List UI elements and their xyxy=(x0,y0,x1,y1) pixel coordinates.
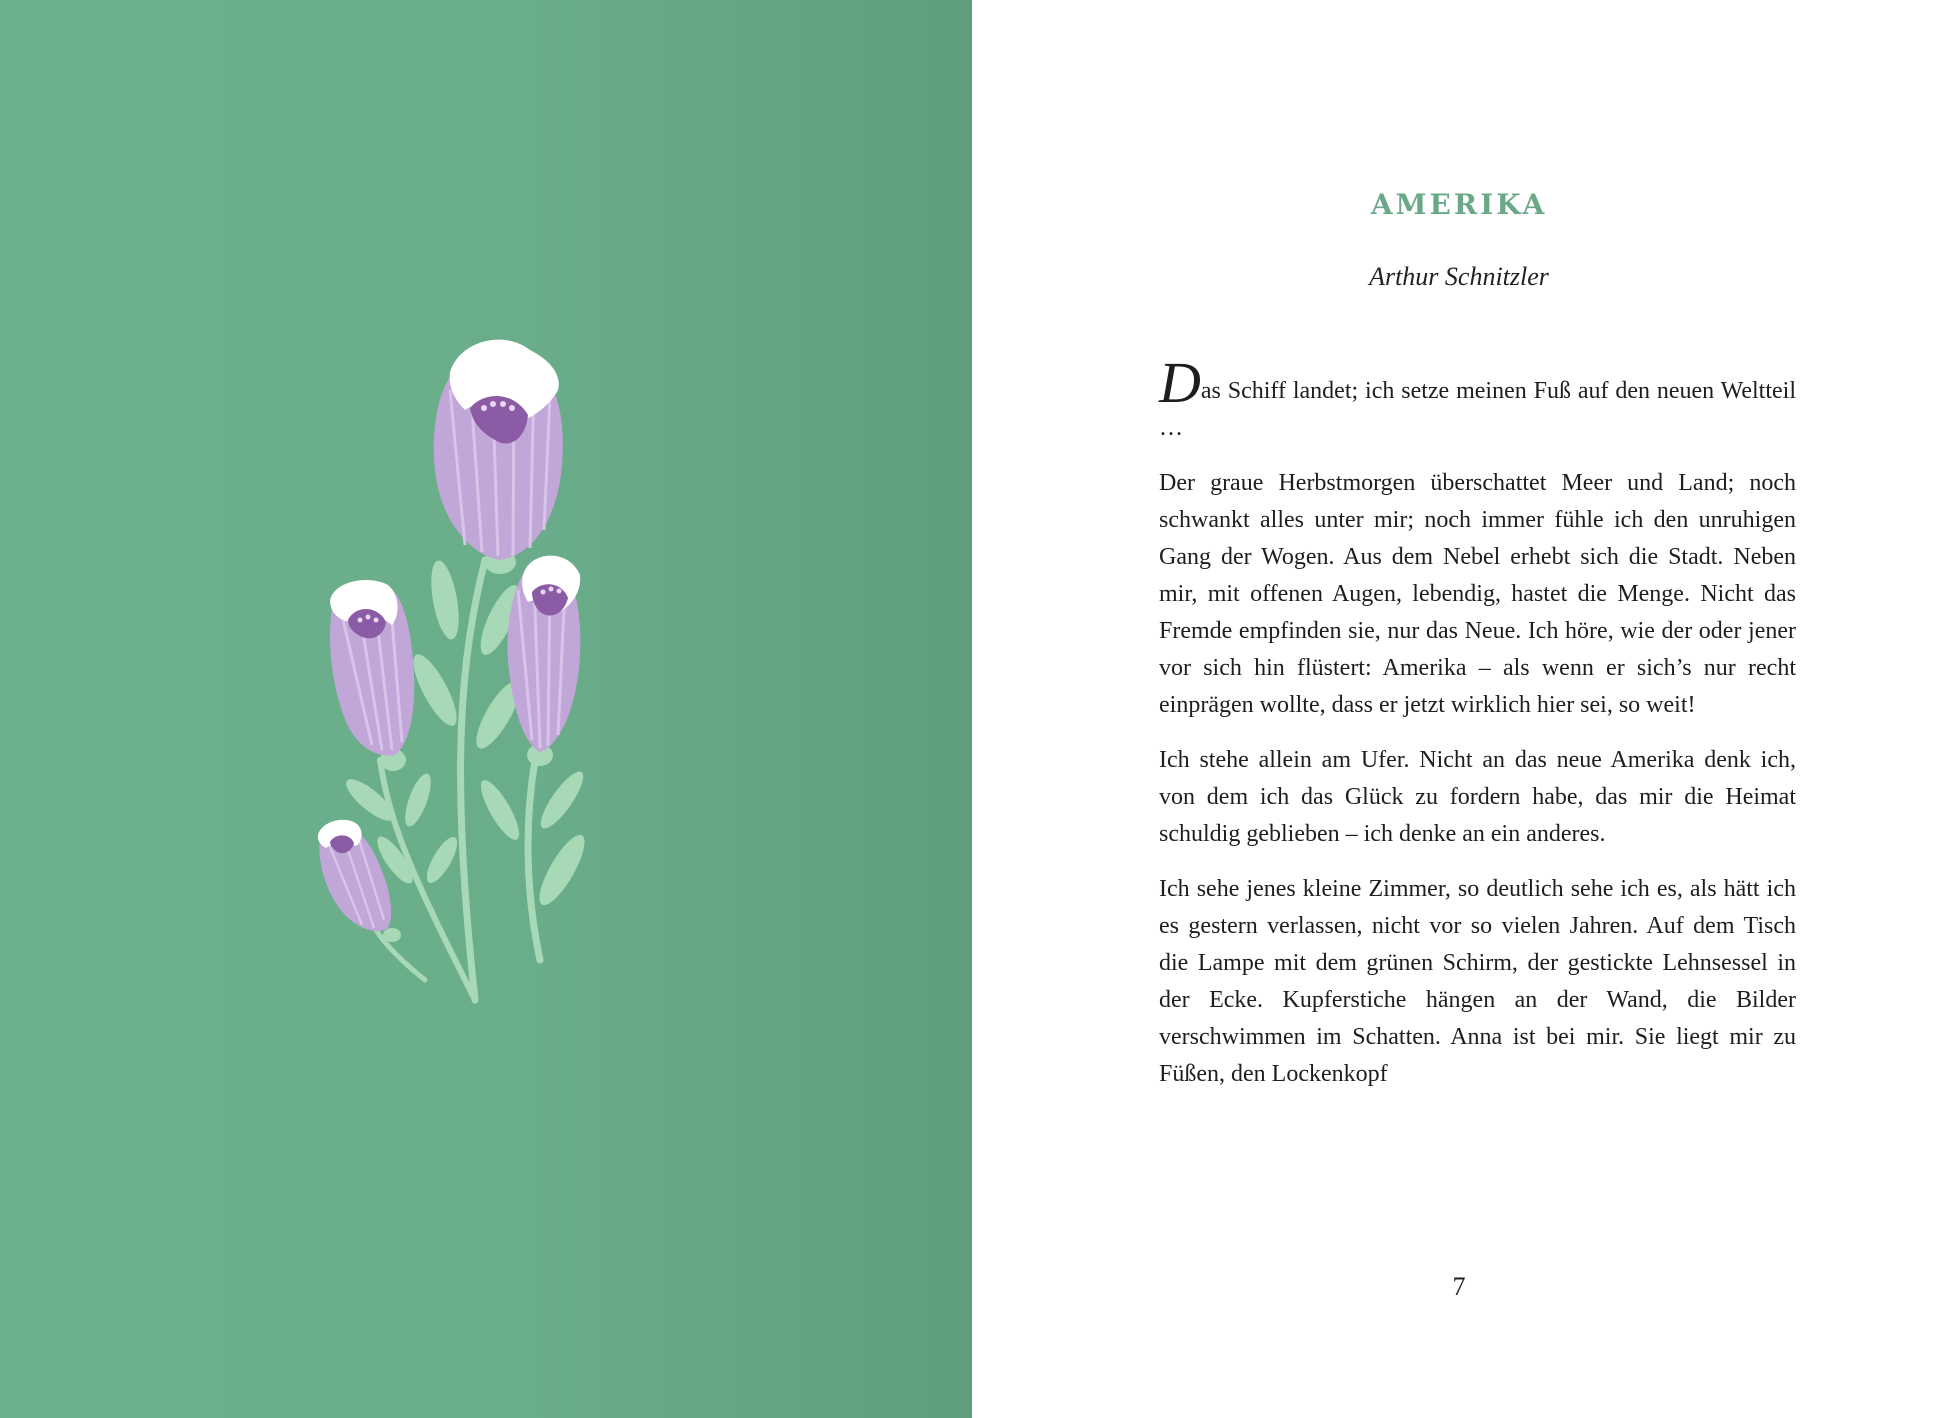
paragraph-1 xyxy=(1159,350,1796,447)
lavender-flowers-illustration-icon xyxy=(300,330,660,1020)
story-author: Arthur Schnitzler xyxy=(1369,262,1549,291)
page-number: 7 xyxy=(1452,1272,1466,1301)
story-title: AMERIKA xyxy=(1370,188,1548,221)
paragraph-4: Ich sehe jenes kleine Zimmer, so deutlich sehe ich es, als hätt ich es gestern verlassen, nicht vor so vielen Jahren. Auf dem Tisch die Lampe mit dem grünen Schirm, der gestickte Lehnsessel in der Ecke. Kupferstiche hängen an der Wand, die Bilder verschwimmen im Schatten. Anna ist bei mir. Sie liegt mir zu Füßen, den Lockenkopf xyxy=(1159,876,1796,1087)
left-page-illustration xyxy=(0,0,972,1418)
story-body xyxy=(1159,350,1796,1111)
right-page-text xyxy=(972,0,1946,1418)
drop-cap: D xyxy=(1159,350,1201,415)
paragraph-2: Der graue Herbstmorgen überschattet Meer und Land; noch schwankt alles unter mir; noch immer fühle ich den unruhigen Gang der Wogen. Aus dem Nebel erhebt sich die Stadt. Neben mir, mit offenen Augen, lebendig, hastet die Menge. Nicht das Fremde empfinden sie, nur das Neue. Ich höre, wie der oder jener vor sich hin flüstert: Amerika – als wenn er sich’s nur recht einprägen wollte, dass er jetzt wirklich hier sei, so weit! xyxy=(1159,470,1796,718)
paragraph-3: Ich stehe allein am Ufer. Nicht an das neue Amerika denk ich, von dem ich das Glück zu fordern habe, das mir die Heimat schuldig geblieben – ich denke an ein anderes. xyxy=(1159,747,1796,847)
paragraph-1-text: as Schiff landet; ich setze meinen Fuß auf den neuen Weltteil … xyxy=(1159,378,1796,441)
